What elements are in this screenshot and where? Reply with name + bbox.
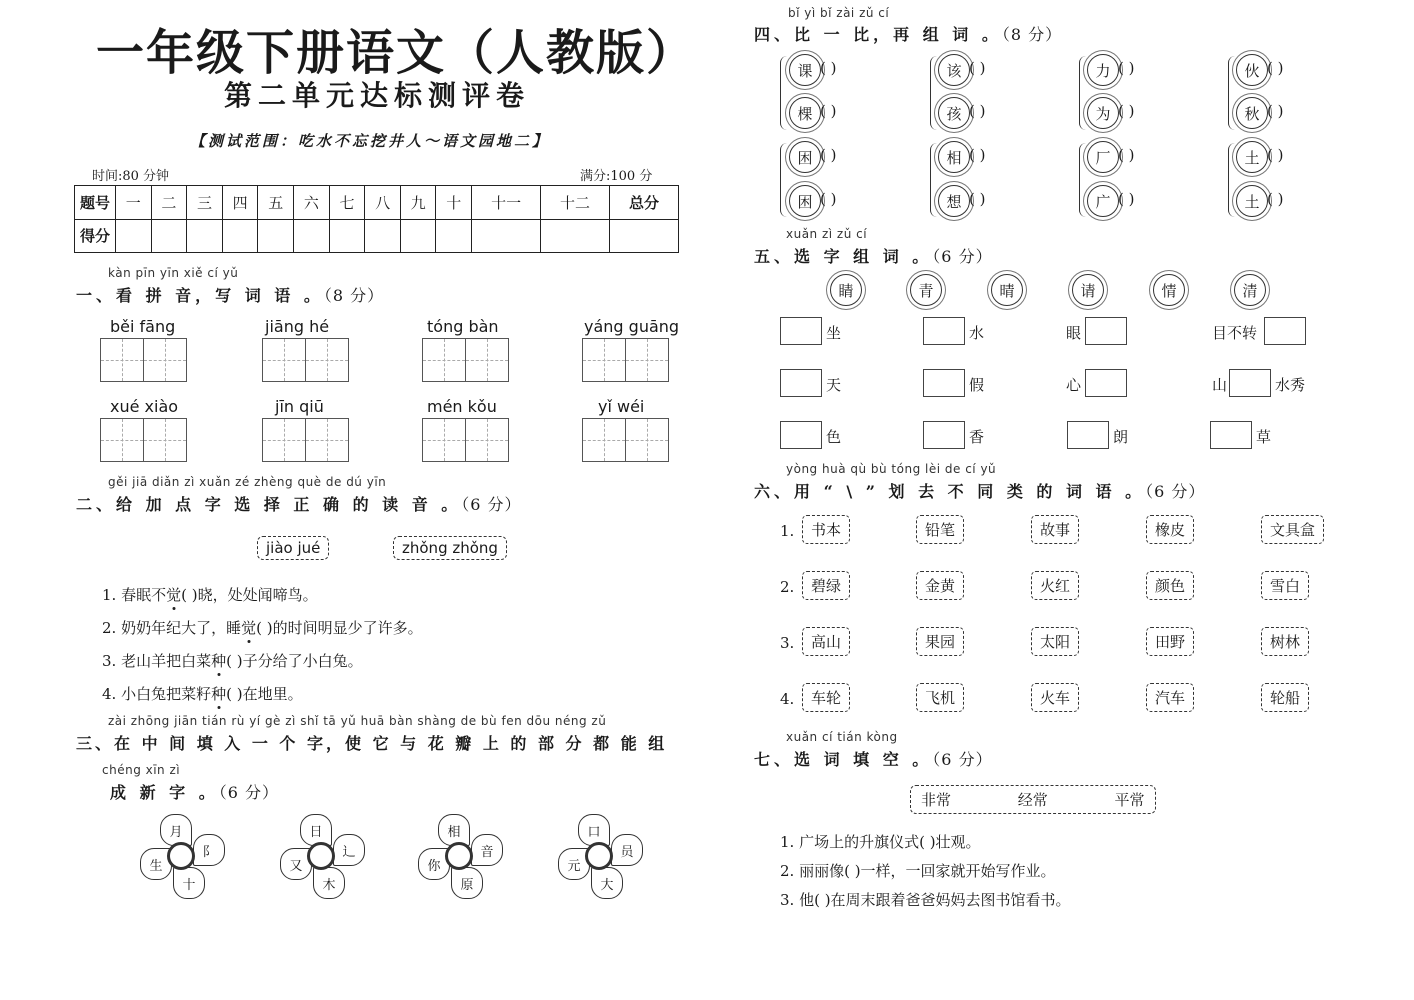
flower-center-blank[interactable]: [585, 842, 613, 870]
q2-pinyin: gěi jiā diǎn zì xuǎn zé zhèng què de dú yīn: [108, 475, 387, 489]
char-bubble: 为: [1087, 97, 1119, 129]
fill-box[interactable]: [1067, 421, 1109, 449]
row-number: 2.: [780, 578, 795, 596]
q1-item-pinyin: tóng bàn: [427, 317, 499, 336]
char-bubble: 厂: [1087, 141, 1119, 173]
word-blank[interactable]: ( ): [1118, 190, 1135, 208]
fill-box[interactable]: [1264, 317, 1306, 345]
sentence-blank[interactable]: ( )在地里。: [226, 685, 303, 703]
q7-sentence-2[interactable]: 2. 丽丽像( )一样，一回家就开始写作业。: [780, 862, 1056, 880]
word-part: 水: [969, 324, 985, 342]
word-part: 山: [1212, 376, 1228, 394]
table-cell: 九: [400, 186, 436, 220]
test-range: 【测试范围：吃水不忘挖井人～语文园地二】: [190, 132, 551, 150]
word-part: 草: [1256, 428, 1272, 446]
char-bubble: 土: [1236, 185, 1268, 217]
q2-sentence-2: [102, 617, 423, 638]
word-blank[interactable]: ( ): [1118, 146, 1135, 164]
dotted-char: 觉: [241, 619, 257, 637]
q6-points: （6 分）: [1145, 482, 1206, 501]
score-input-cell[interactable]: [400, 219, 436, 253]
word-part: 眼: [1066, 324, 1082, 342]
sentence-text: 3. 老山羊把白菜: [102, 652, 212, 670]
petal-left: 你: [418, 848, 450, 880]
flower-center-blank[interactable]: [445, 842, 473, 870]
full-score: 满分:100 分: [580, 169, 653, 184]
q5-title: [754, 244, 993, 267]
char-bubble: 秋: [1236, 97, 1268, 129]
word-part: 坐: [826, 324, 842, 342]
char-bubble: 睛: [830, 274, 862, 306]
sentence-blank[interactable]: ( )的时间明显少了许多。: [256, 619, 423, 637]
sentence-blank[interactable]: ( )子分给了小白兔。: [226, 652, 363, 670]
fill-box[interactable]: [1229, 369, 1271, 397]
fill-box[interactable]: [923, 421, 965, 449]
flower-puzzle: [137, 812, 227, 902]
word-card[interactable]: 火红: [1031, 571, 1079, 600]
brace: [1228, 143, 1235, 217]
word-card[interactable]: 橡皮: [1146, 515, 1194, 544]
petal-left: 又: [280, 848, 312, 880]
q4-points: （8 分）: [1001, 25, 1063, 44]
char-bubble: 青: [910, 274, 942, 306]
char-bubble: 该: [938, 54, 970, 86]
word-part: 天: [826, 376, 842, 394]
fill-box[interactable]: [780, 317, 822, 345]
word-part: 水秀: [1275, 376, 1306, 394]
word-card[interactable]: 车轮: [802, 683, 850, 712]
word-card[interactable]: 飞机: [916, 683, 964, 712]
q2-title: [76, 492, 522, 515]
q4-title-text: 四、比 一 比，再 组 词 。: [754, 25, 1002, 44]
word-blank[interactable]: ( ): [969, 146, 986, 164]
word-card[interactable]: 碧绿: [802, 571, 850, 600]
char-bubble: 力: [1087, 54, 1119, 86]
word-blank[interactable]: ( ): [969, 102, 986, 120]
q2-sentence-1: [102, 584, 318, 605]
table-cell: 十一: [472, 186, 541, 220]
char-bubble: 困: [789, 141, 821, 173]
q1-item-pinyin: jiāng hé: [265, 317, 330, 336]
score-input-cell[interactable]: [222, 219, 258, 253]
char-bubble: 想: [938, 185, 970, 217]
q7-pinyin: xuǎn cí tián kòng: [786, 730, 898, 744]
petal-right: 阝: [193, 834, 225, 866]
table-cell: 三: [187, 186, 223, 220]
score-table-score-row: [75, 219, 679, 253]
q7-sentence-1[interactable]: 1. 广场上的升旗仪式( )壮观。: [780, 833, 981, 851]
score-input-cell[interactable]: [151, 219, 187, 253]
word-part: 目不转: [1212, 324, 1258, 342]
row-number: 1.: [780, 522, 795, 540]
char-bubble: 相: [938, 141, 970, 173]
table-cell: 七: [329, 186, 365, 220]
word-card[interactable]: 田野: [1146, 627, 1194, 656]
char-bubble: 孩: [938, 97, 970, 129]
q2-sentence-3: [102, 650, 363, 671]
writing-grid[interactable]: [582, 338, 667, 382]
table-cell: 四: [222, 186, 258, 220]
brace: [780, 56, 787, 130]
q1-title-text: 一、看 拼 音，写 词 语 。: [76, 286, 324, 305]
q1-pinyin: kàn pīn yīn xiě cí yǔ: [108, 266, 239, 280]
sentence-text: 1. 春眠不: [102, 586, 167, 604]
q1-item-pinyin: yáng guāng: [584, 317, 680, 336]
fill-box[interactable]: [1085, 317, 1127, 345]
q6-pinyin: yòng huà qù bù tóng lèi de cí yǔ: [786, 462, 997, 476]
q2-sentence-4: [102, 683, 303, 704]
score-table-header-row: [75, 186, 679, 220]
petal-right: 音: [471, 834, 503, 866]
fill-box[interactable]: [780, 369, 822, 397]
word-card[interactable]: 汽车: [1146, 683, 1194, 712]
word-card[interactable]: 轮船: [1261, 683, 1309, 712]
score-input-cell[interactable]: [187, 219, 223, 253]
table-cell: 十二: [541, 186, 610, 220]
table-cell: 六: [294, 186, 330, 220]
q6-title: [754, 479, 1205, 502]
word-card[interactable]: 书本: [802, 515, 850, 544]
table-cell: 二: [151, 186, 187, 220]
char-bubble: 困: [789, 185, 821, 217]
time-limit: 时间:80 分钟: [92, 169, 170, 184]
flower-puzzle: [277, 812, 367, 902]
char-bubble: 棵: [789, 97, 821, 129]
brace: [1079, 143, 1086, 217]
row-number: 4.: [780, 690, 795, 708]
petal-top: 相: [438, 814, 470, 846]
flower-puzzle: [415, 812, 505, 902]
q3-title-1: 三、在 中 间 填 入 一 个 字，使 它 与 花 瓣 上 的 部 分 都 能 组: [76, 734, 668, 753]
writing-grid[interactable]: [422, 418, 507, 462]
char-bubble: 课: [789, 54, 821, 86]
word-options: 非常 经常 平常: [910, 785, 1156, 814]
q6-title-text: 六、用 “ \ ” 划 去 不 同 类 的 词 语 。: [754, 482, 1146, 501]
word-card[interactable]: 雪白: [1261, 571, 1309, 600]
petal-top: 月: [160, 814, 192, 846]
word-blank[interactable]: ( ): [1267, 102, 1284, 120]
petal-top: 日: [300, 814, 332, 846]
table-cell: 得分: [75, 219, 116, 253]
word-part: 朗: [1113, 428, 1129, 446]
score-input-cell[interactable]: [436, 219, 472, 253]
reading-choice-a: jiào jué: [257, 536, 329, 560]
q1-points: （8 分）: [323, 286, 385, 305]
q7-title: [754, 747, 993, 770]
page-subtitle: 第二单元达标测评卷: [224, 79, 531, 112]
writing-grid[interactable]: [422, 338, 507, 382]
char-bubble: 情: [1153, 274, 1185, 306]
petal-right: 员: [611, 834, 643, 866]
char-bubble: 晴: [991, 274, 1023, 306]
brace: [1228, 56, 1235, 130]
word-card[interactable]: 太阳: [1031, 627, 1079, 656]
q1-item-pinyin: xué xiào: [110, 397, 179, 416]
sentence-text: 4. 小白兔把菜籽: [102, 685, 212, 703]
char-bubble: 广: [1087, 185, 1119, 217]
q1-item-pinyin: jīn qiū: [275, 397, 324, 416]
petal-right: 辶: [333, 834, 365, 866]
score-input-cell[interactable]: [294, 219, 330, 253]
word-part: 色: [826, 428, 842, 446]
q3-title-2: [110, 780, 279, 803]
writing-grid[interactable]: [582, 418, 667, 462]
word-part: 香: [969, 428, 985, 446]
word-part: 假: [969, 376, 985, 394]
q4-pinyin: bǐ yì bǐ zài zǔ cí: [788, 6, 890, 20]
word-card[interactable]: 颜色: [1146, 571, 1194, 600]
word-blank[interactable]: ( ): [969, 59, 986, 77]
q7-points: （6 分）: [932, 750, 993, 769]
petal-bottom: 木: [313, 867, 345, 899]
writing-grid[interactable]: [262, 418, 347, 462]
table-cell: 题号: [75, 186, 116, 220]
q4-title: [754, 22, 1062, 45]
q2-points: （6 分）: [461, 495, 522, 514]
score-input-cell[interactable]: [116, 219, 152, 253]
fill-box[interactable]: [923, 369, 965, 397]
score-input-cell[interactable]: [541, 219, 610, 253]
q1-title: [76, 283, 384, 306]
writing-grid[interactable]: [100, 418, 185, 462]
table-cell: 十: [436, 186, 472, 220]
reading-choice-b: zhǒng zhǒng: [393, 536, 507, 560]
word-blank[interactable]: ( ): [820, 102, 837, 120]
petal-bottom: 原: [451, 867, 483, 899]
table-cell: 八: [365, 186, 401, 220]
row-number: 3.: [780, 634, 795, 652]
q5-points: （6 分）: [932, 247, 993, 266]
q1-item-pinyin: běi fāng: [110, 317, 176, 336]
q3-pinyin-1: zài zhōng jiān tián rù yí gè zì shǐ tā yǔ huā bàn shàng de bù fen dōu néng zǔ: [108, 714, 607, 728]
q3-pinyin-2: chéng xīn zì: [102, 763, 181, 777]
table-cell: 一: [116, 186, 152, 220]
score-input-cell[interactable]: [610, 219, 679, 253]
word-blank[interactable]: ( ): [1267, 146, 1284, 164]
word-blank[interactable]: ( ): [1118, 102, 1135, 120]
word-card[interactable]: 铅笔: [916, 515, 964, 544]
score-table: [74, 185, 679, 253]
word-card[interactable]: 火车: [1031, 683, 1079, 712]
dotted-char: 种: [211, 652, 227, 670]
score-input-cell[interactable]: [365, 219, 401, 253]
q1-item-pinyin: yǐ wéi: [598, 397, 645, 416]
word-blank[interactable]: ( ): [820, 59, 837, 77]
word-card[interactable]: 树林: [1261, 627, 1309, 656]
writing-grid[interactable]: [100, 338, 185, 382]
word-blank[interactable]: ( ): [1267, 59, 1284, 77]
word-blank[interactable]: ( ): [1267, 190, 1284, 208]
petal-left: 生: [140, 848, 172, 880]
table-cell: 五: [258, 186, 294, 220]
q2-title-text: 二、给 加 点 字 选 择 正 确 的 读 音 。: [76, 495, 462, 514]
flower-puzzle: [555, 812, 645, 902]
word-card[interactable]: 文具盒: [1261, 515, 1324, 544]
brace: [780, 143, 787, 217]
page-title: 一年级下册语文（人教版）: [96, 25, 697, 81]
fill-box[interactable]: [1210, 421, 1252, 449]
score-input-cell[interactable]: [258, 219, 294, 253]
score-input-cell[interactable]: [329, 219, 365, 253]
char-bubble: 伙: [1236, 54, 1268, 86]
fill-box[interactable]: [1085, 369, 1127, 397]
brace: [930, 56, 937, 130]
word-card[interactable]: 故事: [1031, 515, 1079, 544]
q1-item-pinyin: mén kǒu: [427, 397, 497, 416]
sentence-blank[interactable]: ( )晓，处处闻啼鸟。: [181, 586, 318, 604]
petal-top: 口: [578, 814, 610, 846]
flower-center-blank[interactable]: [307, 842, 335, 870]
char-bubble: 清: [1234, 274, 1266, 306]
word-blank[interactable]: ( ): [820, 146, 837, 164]
word-part: 心: [1066, 376, 1082, 394]
dotted-char: 觉: [166, 586, 182, 604]
flower-center-blank[interactable]: [167, 842, 195, 870]
q5-pinyin: xuǎn zì zǔ cí: [786, 227, 868, 241]
word-card[interactable]: 果园: [916, 627, 964, 656]
word-card[interactable]: 高山: [802, 627, 850, 656]
dotted-char: 种: [211, 685, 227, 703]
writing-grid[interactable]: [262, 338, 347, 382]
petal-bottom: 十: [173, 867, 205, 899]
word-blank[interactable]: ( ): [820, 190, 837, 208]
petal-bottom: 大: [591, 867, 623, 899]
fill-box[interactable]: [780, 421, 822, 449]
brace: [1079, 56, 1086, 130]
fill-box[interactable]: [923, 317, 965, 345]
q7-sentence-3[interactable]: 3. 他( )在周末跟着爸爸妈妈去图书馆看书。: [780, 891, 1071, 909]
q3-title-text: 成 新 字 。: [110, 783, 219, 802]
table-cell: 总分: [610, 186, 679, 220]
q7-title-text: 七、选 词 填 空 。: [754, 750, 933, 769]
char-bubble: 土: [1236, 141, 1268, 173]
brace: [930, 143, 937, 217]
q5-title-text: 五、选 字 组 词 。: [754, 247, 933, 266]
word-blank[interactable]: ( ): [1118, 59, 1135, 77]
word-blank[interactable]: ( ): [969, 190, 986, 208]
petal-left: 元: [558, 848, 590, 880]
score-input-cell[interactable]: [472, 219, 541, 253]
word-card[interactable]: 金黄: [916, 571, 964, 600]
q3-points: （6 分）: [218, 783, 279, 802]
char-bubble: 请: [1072, 274, 1104, 306]
sentence-text: 2. 奶奶年纪大了，睡: [102, 619, 242, 637]
